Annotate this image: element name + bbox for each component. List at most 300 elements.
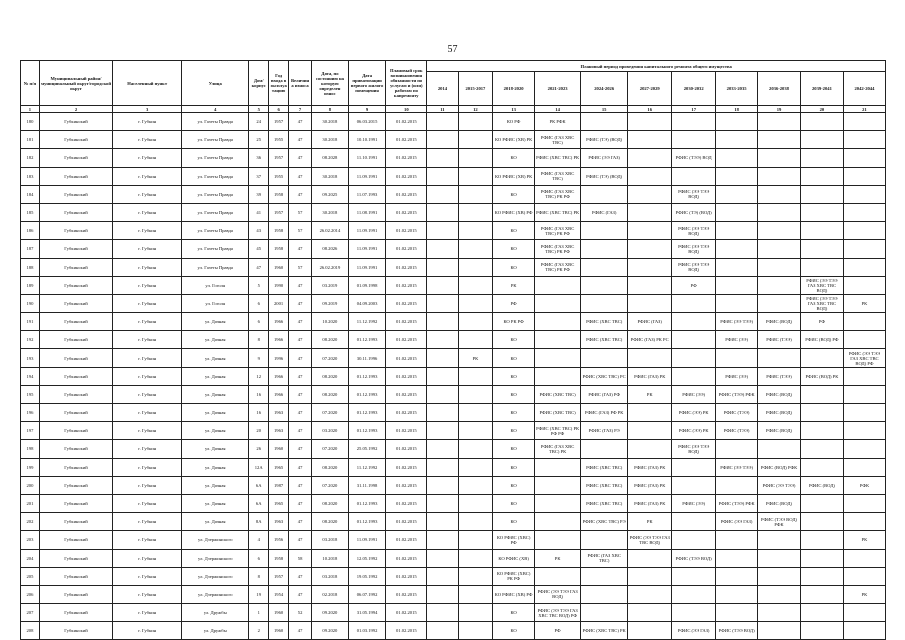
table-cell: 47 — [289, 185, 312, 203]
table-cell — [800, 240, 843, 258]
table-cell — [458, 476, 493, 494]
table-cell: 47 — [289, 367, 312, 385]
table-cell: 47 — [289, 494, 312, 512]
header-cell: Муниципальный район/ муниципальный округ/городской округ — [39, 61, 112, 106]
table-cell — [628, 294, 672, 312]
table-cell — [427, 476, 458, 494]
table-row — [21, 385, 886, 403]
table-cell: 25 — [249, 131, 269, 149]
table-cell: г. Губкин — [113, 222, 182, 240]
table-cell: 205 — [21, 567, 40, 585]
table-cell: ул. Газеты Правда — [182, 258, 249, 276]
table-row — [21, 604, 886, 622]
table-cell: Губкинский — [39, 331, 112, 349]
table-cell — [843, 440, 885, 458]
table-cell — [458, 385, 493, 403]
table-cell: 01.12.1993 — [348, 494, 386, 512]
table-cell — [628, 604, 672, 622]
table-cell: РФИС (ТЭЭ ВОД) — [716, 622, 758, 640]
table-cell: 01.02.2015 — [386, 313, 427, 331]
table-cell: РФИС (ГАЗ ХВС ТВС) — [535, 131, 581, 149]
table-cell: 01.12.1993 — [348, 367, 386, 385]
table-cell: КО РФИС (ХВ) РФ — [493, 585, 535, 603]
table-cell — [628, 167, 672, 185]
table-cell: РК — [628, 385, 672, 403]
table-cell: г. Губкин — [113, 167, 182, 185]
table-cell: РФИС (ВОД) — [800, 476, 843, 494]
table-row — [21, 549, 886, 567]
table-cell — [758, 240, 801, 258]
table-row — [21, 367, 886, 385]
table-cell — [758, 149, 801, 167]
table-cell: 01.02.2015 — [386, 222, 427, 240]
table-cell: ул. Газеты Правда — [182, 222, 249, 240]
table-cell — [716, 167, 758, 185]
table-cell: г. Губкин — [113, 531, 182, 549]
table-cell: 199 — [21, 458, 40, 476]
table-cell — [843, 622, 885, 640]
table-cell: 190 — [21, 294, 40, 312]
table-cell — [581, 185, 628, 203]
table-cell — [758, 622, 801, 640]
table-cell: КО — [493, 476, 535, 494]
table-cell — [628, 240, 672, 258]
table-row — [21, 422, 886, 440]
column-number-cell: 6 — [269, 106, 289, 113]
table-cell: 01.02.2015 — [386, 494, 427, 512]
table-cell: РФИС (ТЭЭ) РФК — [716, 494, 758, 512]
table-cell — [672, 567, 716, 585]
table-cell: 5 — [249, 276, 269, 294]
table-cell: 1960 — [269, 258, 289, 276]
table-cell: 57 — [289, 258, 312, 276]
table-cell — [758, 567, 801, 585]
table-cell: РФИС (ЭЭ ГАЗ) — [716, 513, 758, 531]
table-cell: РФИС (ТЭ) (ВОД) — [581, 167, 628, 185]
table-cell: РФИС (ЭЭ) РК — [672, 422, 716, 440]
table-row — [21, 440, 886, 458]
table-body — [21, 113, 886, 640]
table-cell: 184 — [21, 185, 40, 203]
table-cell: 01.02.2015 — [386, 258, 427, 276]
table-cell — [581, 240, 628, 258]
table-cell — [458, 240, 493, 258]
table-cell: 1957 — [269, 113, 289, 131]
table-cell: РФИС (ЭЭ ТЭЭ ГАЗ ВОД) — [535, 585, 581, 603]
table-cell: Губкинский — [39, 258, 112, 276]
table-cell: РФИС (ЭЭ ТЭЭ ВОД) — [672, 440, 716, 458]
table-cell: ул. Дзержинского — [182, 531, 249, 549]
table-cell — [758, 203, 801, 221]
header-cell: Населенный пункт — [113, 61, 182, 106]
table-cell — [843, 367, 885, 385]
table-cell — [758, 604, 801, 622]
table-cell — [427, 313, 458, 331]
table-cell — [758, 113, 801, 131]
table-cell: 11.08.1991 — [348, 203, 386, 221]
table-cell — [672, 294, 716, 312]
table-cell: 01.02.2015 — [386, 549, 427, 567]
table-cell: РФИС (ГАЗ) — [628, 313, 672, 331]
column-number-cell: 4 — [182, 106, 249, 113]
table-cell: г. Губкин — [113, 294, 182, 312]
table-cell — [800, 222, 843, 240]
header-cell: № п/п — [21, 61, 40, 106]
table-cell: КО — [493, 458, 535, 476]
table-cell: 1960 — [269, 622, 289, 640]
table-cell: 191 — [21, 313, 40, 331]
table-cell: г. Губкин — [113, 185, 182, 203]
table-cell: КО — [493, 385, 535, 403]
table-row — [21, 276, 886, 294]
table-row — [21, 258, 886, 276]
table-cell: Губкинский — [39, 113, 112, 131]
table-cell: г. Губкин — [113, 404, 182, 422]
table-cell: Губкинский — [39, 131, 112, 149]
table-cell — [843, 385, 885, 403]
table-row — [21, 476, 886, 494]
table-cell: 12.05.1992 — [348, 549, 386, 567]
table-cell — [716, 131, 758, 149]
table-cell: 11.09.1991 — [348, 167, 386, 185]
period-header-cell: 2018-2020 — [493, 72, 535, 106]
table-cell — [427, 404, 458, 422]
table-cell — [800, 513, 843, 531]
table-cell: 47 — [289, 349, 312, 367]
page-number: 57 — [447, 44, 458, 55]
table-cell: РФИС (ЭЭ ГАЗ) — [672, 622, 716, 640]
table-cell: г. Губкин — [113, 385, 182, 403]
table-cell: 01.02.2015 — [386, 149, 427, 167]
table-cell: КО — [493, 440, 535, 458]
table-cell: 206 — [21, 585, 40, 603]
table-cell — [800, 131, 843, 149]
table-cell: Губкинский — [39, 222, 112, 240]
header-cell: Дом/ корпус — [249, 61, 269, 106]
table-cell: 1965 — [269, 458, 289, 476]
table-cell — [758, 440, 801, 458]
table-cell — [843, 313, 885, 331]
table-cell: КО — [493, 404, 535, 422]
table-cell — [800, 622, 843, 640]
table-cell: РФИС (ГАЗ) РК — [628, 476, 672, 494]
table-cell — [672, 367, 716, 385]
table-cell: 1987 — [269, 476, 289, 494]
table-cell — [535, 531, 581, 549]
table-cell: РФИС (ТЭЭ) РФК — [716, 385, 758, 403]
table-cell: 01.02.2015 — [386, 203, 427, 221]
table-cell — [716, 476, 758, 494]
table-cell: 200 — [21, 476, 40, 494]
table-cell — [758, 167, 801, 185]
table-cell: 6 — [249, 294, 269, 312]
table-cell: 25.05.1992 — [348, 440, 386, 458]
table-cell: РФИС (ГАЗ) — [581, 203, 628, 221]
table-cell: КО РК РФ — [493, 313, 535, 331]
table-cell: РК — [628, 513, 672, 531]
table-cell: КО РФИС (ХВ) РК — [493, 167, 535, 185]
table-cell — [535, 313, 581, 331]
table-cell — [716, 440, 758, 458]
table-cell — [716, 276, 758, 294]
table-cell — [800, 258, 843, 276]
table-cell — [800, 385, 843, 403]
table-cell: 47 — [289, 476, 312, 494]
table-cell — [672, 476, 716, 494]
table-cell: г. Губкин — [113, 203, 182, 221]
table-cell: 47 — [289, 440, 312, 458]
table-cell — [843, 331, 885, 349]
table-cell: 47 — [289, 131, 312, 149]
table-cell: 6А — [249, 476, 269, 494]
column-number-cell: 14 — [535, 106, 581, 113]
table-cell: ул. Газеты Правда — [182, 167, 249, 185]
table-cell — [458, 622, 493, 640]
table-cell: 1966 — [269, 385, 289, 403]
table-cell — [800, 549, 843, 567]
table-cell: КО — [493, 604, 535, 622]
table-cell: РФИС (ГАЗ) РК РС — [628, 331, 672, 349]
column-number-cell: 17 — [672, 106, 716, 113]
table-cell: РФИС (ХВС ТВС) РК — [581, 622, 628, 640]
table-cell: РК РФК — [535, 113, 581, 131]
table-cell — [458, 222, 493, 240]
table-cell: 01.02.2015 — [386, 476, 427, 494]
table-cell — [800, 458, 843, 476]
table-cell: 9 — [249, 349, 269, 367]
table-cell — [628, 440, 672, 458]
period-header-cell: 2039-2041 — [800, 72, 843, 106]
table-cell: РФИС (ТЭЭ) — [758, 367, 801, 385]
table-cell: РК — [843, 585, 885, 603]
table-cell: 1960 — [269, 604, 289, 622]
table-cell: 01.02.2015 — [386, 513, 427, 531]
table-cell — [672, 604, 716, 622]
table-row — [21, 240, 886, 258]
table-cell — [427, 494, 458, 512]
table-cell: 01.12.1993 — [348, 331, 386, 349]
table-cell: РФ — [493, 294, 535, 312]
table-cell: г. Губкин — [113, 422, 182, 440]
table-cell: Губкинский — [39, 240, 112, 258]
table-cell — [628, 131, 672, 149]
table-cell — [843, 203, 885, 221]
table-cell — [427, 276, 458, 294]
table-cell: 52 — [289, 604, 312, 622]
table-row — [21, 203, 886, 221]
table-cell: 09.2020 — [312, 604, 349, 622]
table-cell — [458, 276, 493, 294]
table-cell: РФИС (ЭЭ ТЭЭ ВОД) — [672, 222, 716, 240]
table-cell — [716, 113, 758, 131]
table-cell: КО — [493, 240, 535, 258]
table-cell: 1963 — [269, 404, 289, 422]
table-cell: КО — [493, 367, 535, 385]
table-cell — [716, 567, 758, 585]
table-cell: РФИС (ВОД) РФ — [800, 331, 843, 349]
table-cell: РФИС (ВОД) — [758, 494, 801, 512]
table-cell: 01.02.2015 — [386, 294, 427, 312]
table-cell: Губкинский — [39, 531, 112, 549]
table-cell: 193 — [21, 349, 40, 367]
table-cell: Губкинский — [39, 185, 112, 203]
table-cell — [535, 494, 581, 512]
table-cell: КО — [493, 185, 535, 203]
table-cell — [427, 458, 458, 476]
table-cell: 57 — [289, 203, 312, 221]
table-cell — [581, 604, 628, 622]
table-cell: 1954 — [269, 585, 289, 603]
table-cell: 47 — [289, 294, 312, 312]
table-cell: 47 — [289, 149, 312, 167]
table-cell: г. Губкин — [113, 440, 182, 458]
table-cell: 09.2019 — [312, 294, 349, 312]
table-cell — [672, 131, 716, 149]
table-cell: РФИС (ХВС ТВС) РК — [535, 203, 581, 221]
table-cell — [716, 240, 758, 258]
table-cell — [672, 313, 716, 331]
period-header-cell: 2036-2038 — [758, 72, 801, 106]
table-cell: РФИС (ХВС ТВС) — [581, 458, 628, 476]
table-cell: РФИС (ТЭЭ ВОД) РФК — [758, 513, 801, 531]
table-cell — [535, 513, 581, 531]
column-number-cell: 3 — [113, 106, 182, 113]
table-row — [21, 404, 886, 422]
table-cell: 01.02.2015 — [386, 567, 427, 585]
table-cell: г. Губкин — [113, 585, 182, 603]
table-cell: г. Губкин — [113, 494, 182, 512]
table-cell — [628, 203, 672, 221]
column-number-cell: 2 — [39, 106, 112, 113]
table-cell: РФИС (ЭЭ ТЭЭ ГАЗ ХВС ТВС ВОД) РФ — [843, 349, 885, 367]
table-cell: РФИС (ВОД) — [758, 404, 801, 422]
table-cell: РФИС (ГАЗ) РФ — [581, 385, 628, 403]
table-cell: 1966 — [269, 367, 289, 385]
table-cell — [427, 531, 458, 549]
table-cell: 16 — [249, 404, 269, 422]
table-cell: ул. Газеты Правда — [182, 113, 249, 131]
table-cell — [800, 494, 843, 512]
table-cell: 30.2018 — [312, 167, 349, 185]
table-cell: Губкинский — [39, 203, 112, 221]
table-cell — [843, 549, 885, 567]
table-cell: РФИС (ГАЗ ХВС ТВС) РК РФ — [535, 258, 581, 276]
table-cell — [581, 294, 628, 312]
table-cell — [800, 585, 843, 603]
table-cell: 26.02.2019 — [312, 258, 349, 276]
table-cell: РФИС (ГАЗ ХВС ТВС) РК РФ — [535, 240, 581, 258]
column-number-cell: 9 — [348, 106, 386, 113]
table-cell: Губкинский — [39, 422, 112, 440]
table-cell — [672, 349, 716, 367]
table-cell — [758, 258, 801, 276]
table-cell: 03.2019 — [312, 276, 349, 294]
table-cell: КО РФИС (ХВ) РК — [493, 131, 535, 149]
table-cell: 08.2026 — [312, 240, 349, 258]
table-cell: РФИС (ЭЭ) — [672, 385, 716, 403]
table-cell: 1 — [249, 604, 269, 622]
table-cell: 208 — [21, 622, 40, 640]
table-cell: 11.10.1991 — [348, 149, 386, 167]
column-number-cell: 19 — [758, 106, 801, 113]
table-cell — [800, 531, 843, 549]
column-number-cell: 11 — [427, 106, 458, 113]
table-cell: 180 — [21, 113, 40, 131]
table-cell: РФИС (ХВС ТВС) — [581, 494, 628, 512]
table-cell: 19.05.1992 — [348, 567, 386, 585]
table-cell — [535, 476, 581, 494]
table-cell — [843, 567, 885, 585]
table-cell: 47 — [249, 258, 269, 276]
table-cell: ул. Гоголя — [182, 294, 249, 312]
table-cell: 01.12.1993 — [348, 404, 386, 422]
table-cell: 03.2018 — [312, 567, 349, 585]
table-cell: 185 — [21, 203, 40, 221]
table-cell — [427, 167, 458, 185]
table-cell: 6А — [249, 494, 269, 512]
table-cell — [458, 167, 493, 185]
table-cell — [843, 458, 885, 476]
table-cell — [458, 440, 493, 458]
table-cell — [716, 604, 758, 622]
header-row-group — [21, 61, 886, 72]
table-cell: Губкинский — [39, 604, 112, 622]
table-cell: Губкинский — [39, 458, 112, 476]
table-cell: 01.12.1993 — [348, 385, 386, 403]
table-cell: 01.12.1993 — [348, 422, 386, 440]
table-cell — [843, 513, 885, 531]
table-cell: 11.09.1991 — [348, 240, 386, 258]
table-cell: 19 — [249, 585, 269, 603]
table-cell: 47 — [289, 458, 312, 476]
table-cell: РФИС (ХВС ТВС) РК РФ РФ — [535, 422, 581, 440]
table-cell: г. Губкин — [113, 513, 182, 531]
table-cell: ул. Дружбы — [182, 622, 249, 640]
table-cell: РК — [458, 349, 493, 367]
table-cell: ул. Дачная — [182, 476, 249, 494]
table-cell — [427, 440, 458, 458]
table-cell: РФ — [672, 276, 716, 294]
table-cell: Губкинский — [39, 404, 112, 422]
table-cell — [535, 331, 581, 349]
table-cell: 30.2018 — [312, 203, 349, 221]
table-cell: 2001 — [269, 294, 289, 312]
table-cell — [628, 349, 672, 367]
table-cell: ул. Дачная — [182, 422, 249, 440]
table-cell — [458, 294, 493, 312]
table-cell: 1990 — [269, 276, 289, 294]
table-cell — [843, 185, 885, 203]
table-cell — [427, 513, 458, 531]
table-cell: РФИС (ТЭЭ) — [716, 422, 758, 440]
table-cell: РФИС (ВОД) — [758, 422, 801, 440]
table-cell — [628, 422, 672, 440]
table-cell: 37 — [249, 167, 269, 185]
table-row — [21, 349, 886, 367]
table-cell — [581, 567, 628, 585]
table-cell: 8А — [249, 513, 269, 531]
table-cell: 2 — [249, 622, 269, 640]
table-cell: Губкинский — [39, 567, 112, 585]
table-cell — [716, 185, 758, 203]
table-cell: ул. Дачная — [182, 349, 249, 367]
table-cell — [843, 422, 885, 440]
table-cell: 01.02.2015 — [386, 531, 427, 549]
table-cell: КО — [493, 349, 535, 367]
column-number-cell: 20 — [800, 106, 843, 113]
table-cell: 1960 — [269, 440, 289, 458]
table-cell: КО — [493, 494, 535, 512]
